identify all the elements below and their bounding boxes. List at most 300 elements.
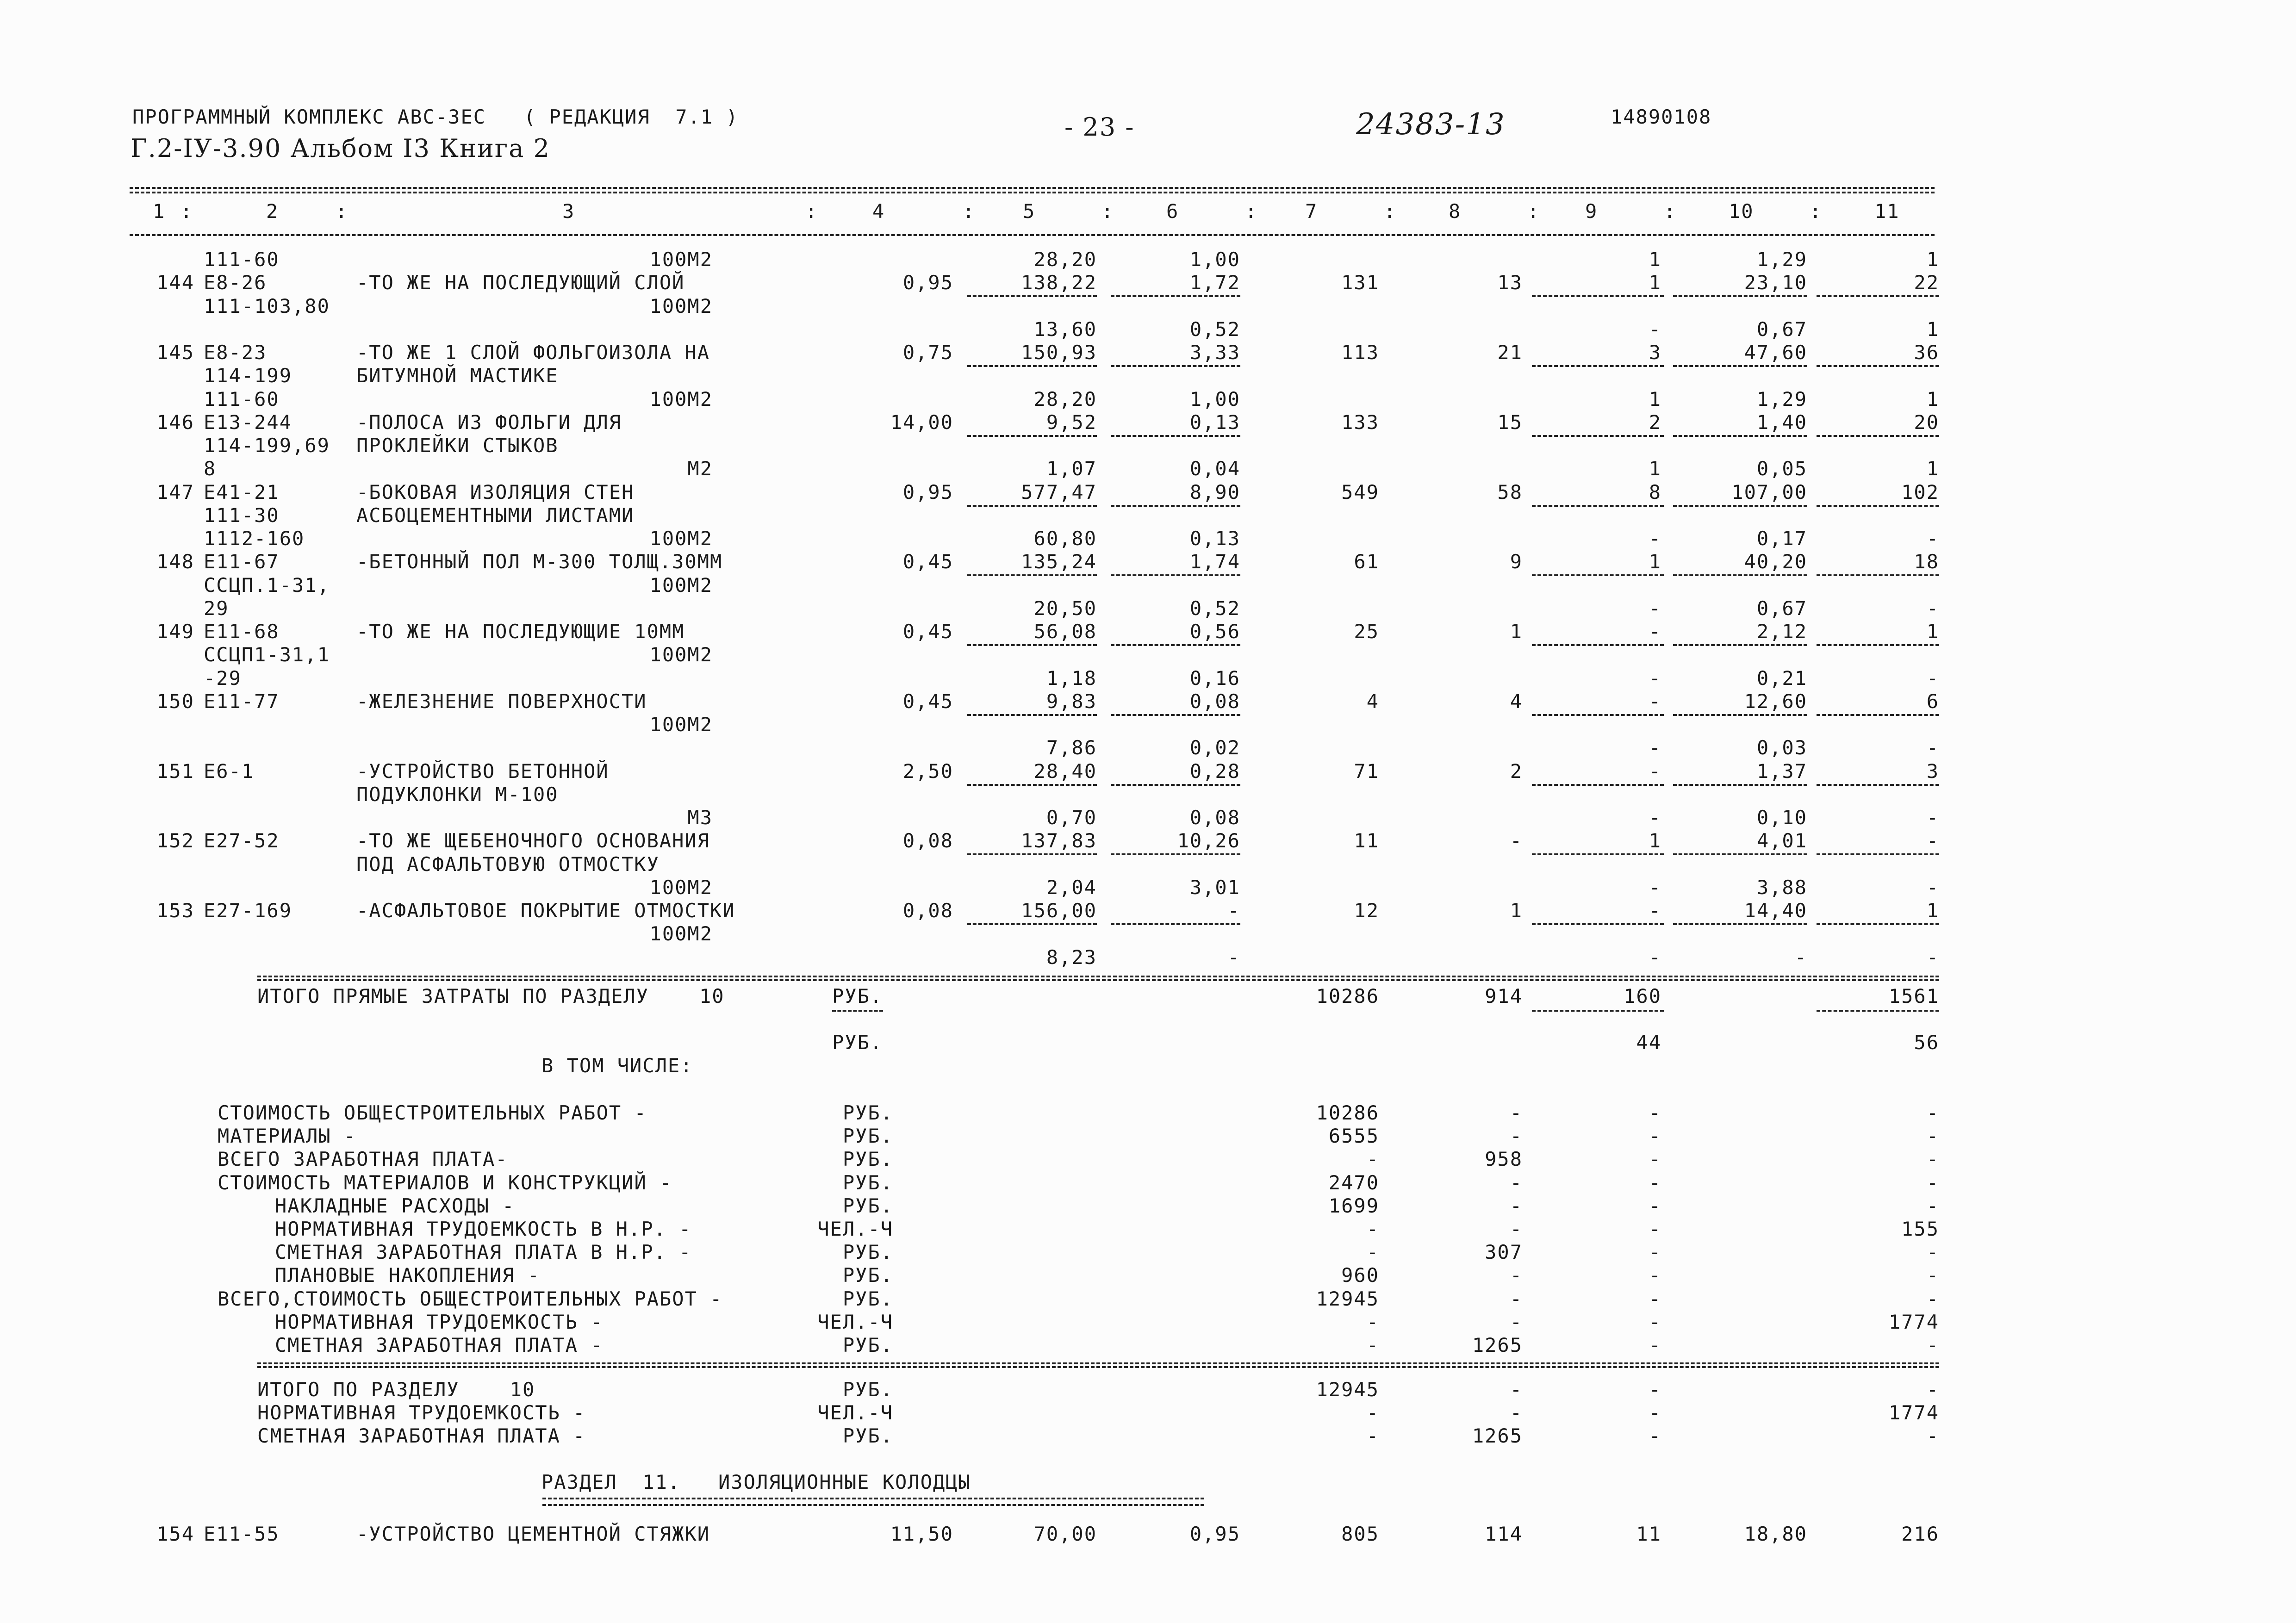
cell-col9: 160 [1624,985,1661,1007]
cell-col9: 3 [1649,341,1661,364]
code-cell: Е13-244 [204,410,292,434]
cell-col11: - [1926,1194,1939,1217]
unit-cell: 100М2 [649,922,713,945]
column-header-3: 3 [562,200,575,223]
cell-col11: - [1926,1241,1939,1264]
cell-col8: - [1510,1287,1523,1310]
code-cell: 8 [204,457,217,480]
cell-underline [1111,784,1240,786]
cell-col10: 47,60 [1744,341,1807,364]
cell-col11: - [1926,527,1939,550]
page-number: - 23 - [1064,112,1135,142]
section-total-label: СМЕТНАЯ ЗАРАБОТНАЯ ПЛАТА - [257,1424,586,1448]
cell-underline [1673,365,1807,367]
cell-col9: - [1649,1264,1661,1287]
cell-underline [1817,714,1939,716]
summary-label: ВСЕГО ЗАРАБОТНАЯ ПЛАТА- [218,1148,508,1171]
cell-col11: 102 [1901,480,1939,504]
column-header-2: 2 [266,200,279,223]
cell-col6: 1,72 [1189,271,1240,294]
cell-col6: 0,52 [1189,317,1240,341]
cell-underline [1817,644,1939,646]
description-cell: -БОКОВАЯ ИЗОЛЯЦИЯ СТЕН [356,480,635,504]
description-cell: -АСФАЛЬТОВОЕ ПОКРЫТИЕ ОТМОСТКИ [356,899,735,922]
cell-col8: 958 [1485,1148,1523,1171]
cell-underline [1817,853,1939,855]
cell-col10: 0,05 [1756,457,1807,480]
cell-col1: 146 [156,410,194,434]
unit-cell: 100М2 [649,248,713,271]
rule-totals-top-2 [257,979,1939,981]
cell-col6: 0,04 [1189,457,1240,480]
cell-underline [1532,295,1664,297]
cell-col4: 2,50 [902,759,953,783]
description-cell: -УСТРОЙСТВО ЦЕМЕНТНОЙ СТЯЖКИ [356,1523,710,1545]
program-header: ПРОГРАММНЫЙ КОМПЛЕКС АВС-ЗЕС ( РЕДАКЦИЯ 7.1 ) [132,106,739,128]
cell-col7: 10286 [1316,1101,1379,1124]
cell-col4: 0,95 [902,480,953,504]
cell-col11: 1774 [1888,1401,1939,1424]
cell-col7: - [1366,1334,1379,1356]
including-label: В ТОМ ЧИСЛЕ: [541,1054,693,1077]
column-separator: : [805,200,818,223]
cell-col5: 1,07 [1046,457,1097,480]
cell-col11: 1 [1926,317,1939,341]
cell-col5: 156,00 [1021,899,1097,922]
cell-col4: 0,75 [902,341,953,364]
cell-col10: 14,40 [1744,899,1807,922]
unit-cell: РУБ. [842,1171,893,1194]
summary-label: СМЕТНАЯ ЗАРАБОТНАЯ ПЛАТА В Н.Р. - [275,1241,692,1264]
cell-col1: 150 [156,690,194,713]
code-cell: Е8-23 [204,341,267,364]
cell-underline [967,923,1097,925]
cell-col10: 4,01 [1756,829,1807,852]
cell-col7: 6555 [1328,1125,1379,1148]
cell-col5: 577,47 [1021,480,1097,504]
cell-col7: 25 [1354,620,1379,643]
column-header-9: 9 [1585,200,1598,223]
code-cell: Е27-52 [204,829,280,852]
code-cell: 114-199 [204,364,292,387]
summary-label: НАКЛАДНЫЕ РАСХОДЫ - [275,1194,515,1217]
cell-col11: 155 [1901,1218,1939,1240]
cell-col6: 0,16 [1189,666,1240,690]
cell-col11: - [1926,666,1939,690]
description-cell: -ТО ЖЕ НА ПОСЛЕДУЮЩИЙ СЛОЙ [356,271,685,294]
cell-col7: 12 [1354,899,1379,922]
unit-cell: РУБ. [842,1424,893,1448]
cell-col11: - [1926,945,1939,969]
unit-cell: РУБ. [842,1378,893,1401]
description-cell: АСБОЦЕМЕНТНЫМИ ЛИСТАМИ [356,504,635,527]
cell-col9: - [1649,527,1661,550]
cell-col8: 307 [1485,1241,1523,1264]
unit-cell: РУБ. [842,1194,893,1217]
rule-section-total-2 [257,1366,1939,1368]
cell-col1: 147 [156,480,194,504]
cell-underline [967,435,1097,437]
description-cell: БИТУМНОЙ МАСТИКЕ [356,364,559,387]
summary-label: МАТЕРИАЛЫ - [218,1125,357,1148]
cell-col9: - [1649,736,1661,759]
unit-cell: РУБ. [842,1264,893,1287]
cell-col5: 137,83 [1021,829,1097,852]
cell-col8: - [1510,1194,1523,1217]
unit-cell: РУБ. [842,1287,893,1310]
cell-underline [1532,853,1664,855]
cell-col8: - [1510,1218,1523,1240]
unit-cell: 100М2 [649,876,713,899]
cell-col8: 9 [1510,550,1523,573]
cell-col11: 56 [1914,1031,1939,1054]
cell-col10: - [1794,945,1807,969]
code-cell: Е6-1 [204,759,255,783]
unit-cell: 100М2 [649,713,713,736]
cell-col8: 4 [1510,690,1523,713]
cell-col11: 1 [1926,457,1939,480]
code-cell: 1112-160 [204,527,305,550]
description-cell: ПОД АСФАЛЬТОВУЮ ОТМОСТКУ [356,852,660,876]
cell-col8: 1265 [1472,1424,1523,1448]
cell-col7: 10286 [1316,985,1379,1007]
description-cell: ПОДУКЛОНКИ М-100 [356,783,559,806]
cell-underline [1673,644,1807,646]
cell-col11: - [1926,736,1939,759]
unit-cell: РУБ. [842,1241,893,1264]
cell-underline [1111,923,1240,925]
cell-col9: - [1649,666,1661,690]
summary-label: СТОИМОСТЬ МАТЕРИАЛОВ И КОНСТРУКЦИЙ - [218,1171,672,1194]
summary-label: ВСЕГО,СТОИМОСТЬ ОБЩЕСТРОИТЕЛЬНЫХ РАБОТ - [218,1287,723,1310]
cell-col6: 1,74 [1189,550,1240,573]
cell-col6: 3,01 [1189,876,1240,899]
cell-col7: - [1366,1218,1379,1240]
cell-col5: 70,00 [1033,1523,1097,1545]
column-header-10: 10 [1729,200,1754,223]
cell-col9: - [1649,620,1661,643]
column-separator: : [336,200,348,223]
cell-col5: 28,20 [1033,387,1097,410]
column-header-1: 1 [153,200,166,223]
description-cell: -УСТРОЙСТВО БЕТОННОЙ [356,759,609,783]
cell-col6: 0,28 [1189,759,1240,783]
cell-col7: 12945 [1316,1378,1379,1401]
cell-col7: - [1366,1310,1379,1333]
cell-col6: 0,02 [1189,736,1240,759]
code-cell: 114-199,69 [204,434,330,457]
cell-underline [1817,365,1939,367]
code-cell: -29 [204,666,242,690]
cell-col8: - [1510,829,1523,852]
cell-underline [1111,505,1240,507]
cell-col5: 20,50 [1033,597,1097,620]
cell-underline [1111,714,1240,716]
cell-col7: 805 [1341,1523,1379,1545]
cell-col8: - [1510,1264,1523,1287]
column-separator: : [1664,200,1677,223]
unit-cell: 100М2 [649,527,713,550]
code-cell: 29 [204,597,229,620]
cell-col11: 3 [1926,759,1939,783]
cell-col9: 1 [1649,829,1661,852]
cell-col11: - [1926,1424,1939,1448]
cell-col9: - [1649,1401,1661,1424]
unit-cell: РУБ. [842,1125,893,1148]
column-header-8: 8 [1449,200,1462,223]
cell-col10: 1,29 [1756,387,1807,410]
cell-col9: 1 [1649,248,1661,271]
cell-underline [1111,853,1240,855]
cell-col7: - [1366,1148,1379,1171]
cell-col7: - [1366,1241,1379,1264]
code-cell: Е27-169 [204,899,292,922]
rule-header-bottom [130,234,1935,236]
section-title: РАЗДЕЛ 11. ИЗОЛЯЦИОННЫЕ КОЛОДЦЫ [541,1471,971,1493]
cell-col5: 9,52 [1046,410,1097,434]
cell-col9: - [1649,1378,1661,1401]
cell-col8: 114 [1485,1523,1523,1545]
cell-col11: 36 [1914,341,1939,364]
unit-cell: М2 [687,457,713,480]
section-total-label: ИТОГО ПО РАЗДЕЛУ 10 [257,1378,535,1401]
description-cell: -ТО ЖЕ 1 СЛОЙ ФОЛЬГОИЗОЛА НА [356,341,710,364]
cell-underline [1532,923,1664,925]
cell-underline [1532,714,1664,716]
cell-col9: - [1649,1241,1661,1264]
column-header-5: 5 [1023,200,1036,223]
cell-col5: 9,83 [1046,690,1097,713]
direct-costs-label: ИТОГО ПРЯМЫЕ ЗАТРАТЫ ПО РАЗДЕЛУ 10 [257,985,725,1007]
cell-col8: - [1510,1171,1523,1194]
cell-col6: 0,52 [1189,597,1240,620]
cell-col8: 21 [1497,341,1523,364]
cell-col8: - [1510,1401,1523,1424]
code-cell: Е8-26 [204,271,267,294]
cell-col11: 6 [1926,690,1939,713]
cell-col7: - [1366,1424,1379,1448]
cell-underline [1673,853,1807,855]
album-title: Г.2-IУ-3.90 Альбом I3 Книга 2 [131,134,550,163]
unit-cell: РУБ. [832,1031,883,1054]
cell-col8: - [1510,1101,1523,1124]
cell-col7: 113 [1341,341,1379,364]
cell-col1: 154 [156,1523,194,1545]
cell-col10: 107,00 [1731,480,1807,504]
cell-col7: 1699 [1328,1194,1379,1217]
cell-col10: 0,10 [1756,806,1807,829]
unit-cell: ЧЕЛ.-Ч [817,1401,893,1424]
cell-col5: 8,23 [1046,945,1097,969]
cell-underline [967,295,1097,297]
cell-col9: - [1649,1171,1661,1194]
code-cell: 111-30 [204,504,280,527]
code-cell: ССЦП1-31,1 [204,643,330,666]
cell-col5: 1,18 [1046,666,1097,690]
cell-col10: 0,21 [1756,666,1807,690]
column-separator: : [1245,200,1258,223]
cell-col11: 22 [1914,271,1939,294]
unit-cell: 100М2 [649,387,713,410]
cell-col1: 153 [156,899,194,922]
cell-col11: - [1926,1334,1939,1356]
unit-cell: 100М2 [649,573,713,597]
cell-col4: 0,45 [902,550,953,573]
cell-col10: 0,67 [1756,317,1807,341]
cell-col5: 150,93 [1021,341,1097,364]
cell-col5: 60,80 [1033,527,1097,550]
cell-col7: - [1366,1401,1379,1424]
cell-underline [1817,505,1939,507]
cell-col11: 1 [1926,899,1939,922]
cell-col11: 1561 [1888,985,1939,1007]
unit-cell: РУБ. [842,1101,893,1124]
cell-col1: 144 [156,271,194,294]
cell-col9: - [1649,1310,1661,1333]
cell-col7: 71 [1354,759,1379,783]
summary-label: НОРМАТИВНАЯ ТРУДОЕМКОСТЬ - [275,1310,604,1333]
cell-col9: - [1649,1334,1661,1356]
column-separator: : [1384,200,1397,223]
cell-col5: 13,60 [1033,317,1097,341]
cell-col10: 12,60 [1744,690,1807,713]
cell-col6: 0,56 [1189,620,1240,643]
cell-col7: 11 [1354,829,1379,852]
cell-col4: 0,45 [902,690,953,713]
summary-label: НОРМАТИВНАЯ ТРУДОЕМКОСТЬ В Н.Р. - [275,1218,692,1240]
cell-underline [1673,574,1807,576]
cell-col6: 0,13 [1189,410,1240,434]
cell-underline [1532,435,1664,437]
cell-underline [1673,923,1807,925]
cell-col10: 1,29 [1756,248,1807,271]
cell-col6: 0,13 [1189,527,1240,550]
cell-col8: 2 [1510,759,1523,783]
cell-col4: 14,00 [890,410,953,434]
cell-col11: - [1926,1148,1939,1171]
column-separator: : [1101,200,1114,223]
cell-underline [1111,295,1240,297]
cell-col5: 28,20 [1033,248,1097,271]
cell-col9: - [1649,1101,1661,1124]
cell-col4: 11,50 [890,1523,953,1545]
cell-col4: 0,45 [902,620,953,643]
cell-underline [1673,435,1807,437]
cell-col10: 23,10 [1744,271,1807,294]
cell-col9: - [1649,899,1661,922]
cell-col9: - [1649,945,1661,969]
cell-col5: 2,04 [1046,876,1097,899]
cell-col7: 2470 [1328,1171,1379,1194]
description-cell: ПРОКЛЕЙКИ СТЫКОВ [356,434,559,457]
unit-cell: РУБ. [842,1334,893,1356]
code-cell: Е11-67 [204,550,280,573]
cell-col6: 1,00 [1189,387,1240,410]
cell-underline [967,365,1097,367]
cell-col4: 0,95 [902,271,953,294]
cell-col11: - [1926,1264,1939,1287]
rule-section-total [257,1362,1939,1364]
cell-underline [1817,295,1939,297]
cell-col9: - [1649,317,1661,341]
cell-col9: - [1649,1218,1661,1240]
column-separator: : [1810,200,1823,223]
cell-underline [832,1010,883,1012]
code-cell: Е41-21 [204,480,280,504]
cell-underline [1817,435,1939,437]
cell-underline [1532,644,1664,646]
section-total-label: НОРМАТИВНАЯ ТРУДОЕМКОСТЬ - [257,1401,586,1424]
cell-col8: 914 [1485,985,1523,1007]
cell-col5: 28,40 [1033,759,1097,783]
description-cell: -БЕТОННЫЙ ПОЛ М-300 ТОЛЩ.30ММ [356,550,723,573]
cell-col9: - [1649,759,1661,783]
cell-col10: 18,80 [1744,1523,1807,1545]
cell-col1: 149 [156,620,194,643]
cell-col6: 0,95 [1189,1523,1240,1545]
cell-col11: - [1926,1171,1939,1194]
document-number: 24383-13 [1356,107,1506,142]
cell-col9: - [1649,690,1661,713]
cell-col11: 1 [1926,248,1939,271]
unit-cell: ЧЕЛ.-Ч [817,1218,893,1240]
cell-underline [1532,574,1664,576]
cell-col9: 11 [1636,1523,1661,1545]
cell-col11: - [1926,1125,1939,1148]
cell-underline [1817,1010,1939,1012]
cell-col10: 1,40 [1756,410,1807,434]
cell-underline [1532,505,1664,507]
cell-col10: 3,88 [1756,876,1807,899]
cell-col4: 0,08 [902,829,953,852]
code-cell: Е11-68 [204,620,280,643]
cell-underline [967,644,1097,646]
cell-col11: - [1926,1101,1939,1124]
unit-cell: РУБ. [832,985,883,1007]
cell-col7: 133 [1341,410,1379,434]
cell-col9: - [1649,597,1661,620]
cell-col6: - [1227,945,1240,969]
description-cell: -ТО ЖЕ НА ПОСЛЕДУЮЩИЕ 10ММ [356,620,685,643]
cell-col10: 0,67 [1756,597,1807,620]
column-header-6: 6 [1166,200,1179,223]
cell-col8: 15 [1497,410,1523,434]
cell-col6: 0,08 [1189,806,1240,829]
unit-cell: 100М2 [649,643,713,666]
cell-col6: 8,90 [1189,480,1240,504]
unit-cell: М3 [687,806,713,829]
code-cell: Е11-77 [204,690,280,713]
cell-col11: 216 [1901,1523,1939,1545]
rule-totals-top [257,976,1939,977]
cell-col11: - [1926,1378,1939,1401]
cell-col1: 148 [156,550,194,573]
cell-col9: 1 [1649,387,1661,410]
description-cell: -ЖЕЛЕЗНЕНИЕ ПОВЕРХНОСТИ [356,690,647,713]
cell-col9: - [1649,806,1661,829]
cell-underline [967,574,1097,576]
cell-underline [1111,435,1240,437]
cell-underline [1111,644,1240,646]
unit-cell: ЧЕЛ.-Ч [817,1310,893,1333]
cell-underline [1532,1010,1664,1012]
cell-underline [967,505,1097,507]
rule-top-2 [130,192,1935,193]
cell-col11: - [1926,1287,1939,1310]
cell-col5: 56,08 [1033,620,1097,643]
cell-underline [1817,574,1939,576]
cell-col9: - [1649,1424,1661,1448]
